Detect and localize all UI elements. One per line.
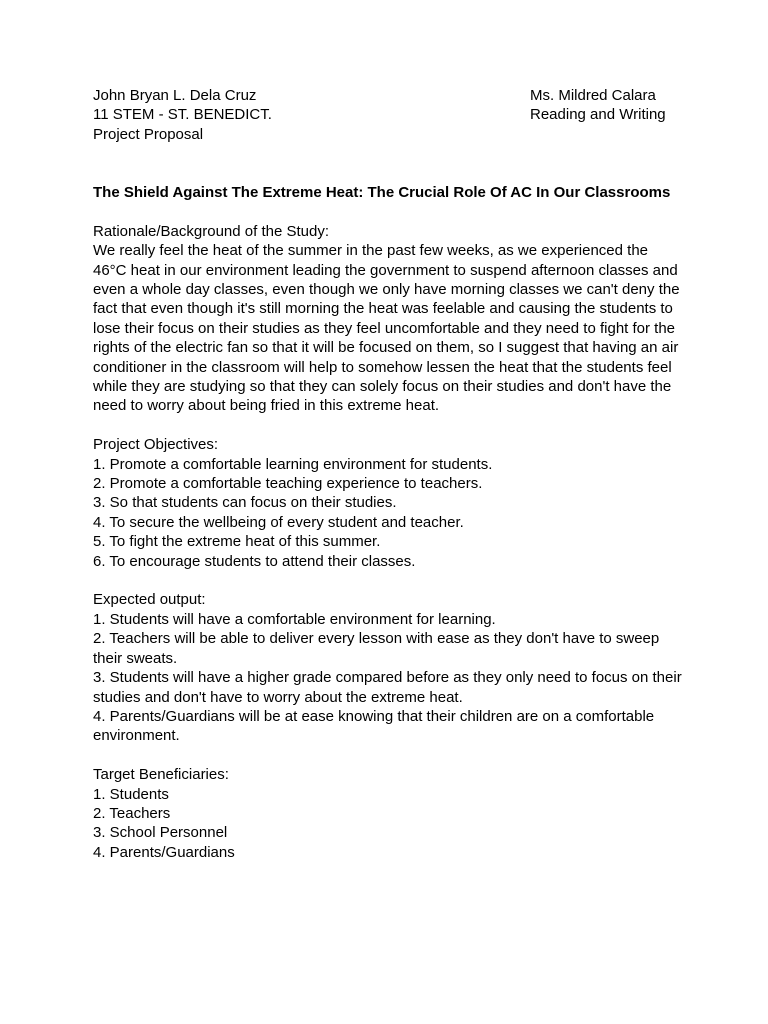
document-header <box>93 86 683 144</box>
beneficiaries-heading: Target Beneficiaries: <box>93 766 229 784</box>
objectives-list <box>93 455 683 571</box>
list-item: 4. Parents/Guardians will be at ease knowing that their children are on a comfortable environment. <box>93 707 655 745</box>
list-item: 1. Promote a comfortable learning environment for students. <box>93 455 493 473</box>
list-item: 2. Teachers will be able to deliver every lesson with ease as they don't have to sweep their sweats. <box>93 630 660 667</box>
author-name: John Bryan L. Dela Cruz <box>93 87 257 104</box>
beneficiaries-list <box>93 785 683 863</box>
list-item: 3. School Personnel <box>93 824 228 842</box>
list-item: 3. Students will have a higher grade compared before as they only need to focus on their studies and don't have to worry about the extreme heat. <box>93 669 682 706</box>
author-block <box>93 86 272 144</box>
rationale-section <box>93 222 683 416</box>
objectives-section <box>93 435 683 571</box>
author-section: 11 STEM - ST. BENEDICT. <box>93 106 272 124</box>
document-title: The Shield Against The Extreme Heat: The Crucial Role Of AC In Our Classrooms <box>93 184 671 201</box>
list-item: 5. To fight the extreme heat of this summer. <box>93 533 381 551</box>
rationale-heading: Rationale/Background of the Study: <box>93 222 329 240</box>
output-heading: Expected output: <box>93 591 206 609</box>
list-item: 4. To secure the wellbeing of every student and teacher. <box>93 513 464 531</box>
document-page <box>93 86 683 862</box>
teacher-name: Ms. Mildred Calara <box>530 87 656 104</box>
list-item: 1. Students <box>93 785 169 803</box>
list-item: 2. Promote a comfortable teaching experience to teachers. <box>93 475 483 493</box>
beneficiaries-section <box>93 765 683 862</box>
rationale-body: We really feel the heat of the summer in the past few weeks, as we experienced the 46°C heat in our environment leading the government to suspend afternoon classes and even a whole day classes, even though we only have morning classes we can't deny the fact that even though it's still morning the heat was feelable and causing the students to lose their focus on their studies as they feel uncomfortable and they need to fight for the rights of the electric fan so that it will be focused on them, so I suggest that having an air conditioner in the classroom will help to somehow lessen the heat that the students feel while they are studying so that they can solely focus on their studies and don't have the need to worry about being fried in this extreme heat. <box>93 242 680 415</box>
objectives-heading: Project Objectives: <box>93 436 219 454</box>
list-item: 2. Teachers <box>93 804 171 822</box>
list-item: 4. Parents/Guardians <box>93 843 235 861</box>
list-item: 1. Students will have a comfortable environment for learning. <box>93 610 496 628</box>
subject-name: Reading and Writing <box>530 106 666 124</box>
document-type: Project Proposal <box>93 125 204 143</box>
output-section <box>93 590 683 745</box>
teacher-block <box>530 86 666 125</box>
list-item: 6. To encourage students to attend their classes. <box>93 552 416 570</box>
output-list <box>93 610 683 746</box>
list-item: 3. So that students can focus on their studies. <box>93 494 397 512</box>
